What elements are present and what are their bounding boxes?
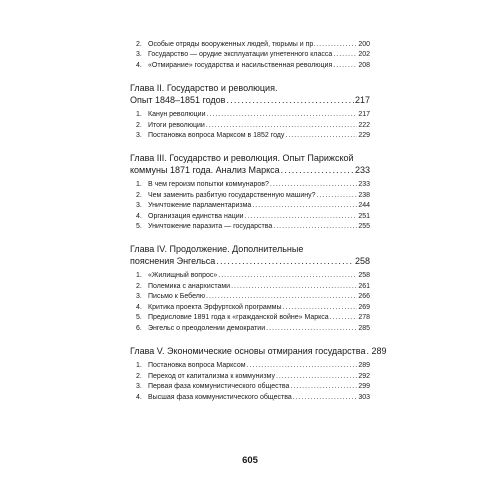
dot-leader	[273, 222, 357, 232]
chapter-title-line: Глава II. Государство и революция.	[130, 83, 278, 94]
dot-leader	[206, 121, 358, 131]
toc-item	[130, 191, 370, 201]
entry-page-number: 261	[358, 282, 370, 290]
chapter-page-number: 217	[354, 94, 370, 105]
entry-page-number: 202	[358, 51, 370, 59]
dot-leader	[333, 50, 357, 60]
dot-leader	[330, 313, 358, 323]
entry-title: «Отмирание» государства и насильственная революция	[148, 61, 333, 69]
entry-page-number: 217	[358, 111, 370, 119]
entry-page-number: 255	[358, 223, 370, 231]
entry-number: 3.	[136, 51, 142, 59]
entry-page-number: 278	[358, 314, 370, 322]
entry-title: Особые отряды вооруженных людей, тюрьмы и пр.	[148, 41, 316, 48]
entry-page-number: 292	[358, 372, 370, 380]
entry-title: Организация единства нации	[148, 212, 244, 220]
chapter-heading	[130, 83, 370, 106]
entry-number: 1.	[136, 181, 142, 189]
entry-number: 4.	[136, 61, 142, 69]
chapter-one-tail-list	[130, 40, 370, 71]
toc-item	[130, 40, 370, 50]
entry-number: 5.	[136, 314, 142, 322]
entry-title: Постановка вопроса Марксом в 1852 году	[148, 132, 285, 140]
entry-title: Переход от капитализма к коммунизму	[148, 372, 275, 380]
toc-item	[130, 361, 370, 371]
entry-title: Государство — орудие эксплуатации угнетенного класса	[148, 51, 333, 59]
dot-leader	[316, 40, 357, 50]
toc-item	[130, 282, 370, 292]
dot-leader	[245, 212, 358, 222]
dot-leader	[293, 393, 358, 403]
dot-leader	[285, 131, 357, 141]
chapter-title: коммуны 1871 года. Анализ Маркса	[130, 164, 280, 175]
entry-number: 6.	[136, 324, 142, 332]
entry-number: 1.	[136, 362, 142, 370]
toc-item	[130, 201, 370, 211]
entry-title: Уничтожение паразита — государства	[148, 223, 273, 231]
entry-number: 2.	[136, 372, 142, 380]
entry-page-number: 299	[358, 383, 370, 391]
entry-page-number: 303	[358, 393, 370, 401]
dot-leader	[218, 271, 357, 281]
entry-title: Канун революции	[148, 111, 206, 119]
toc-item	[130, 61, 370, 71]
dot-leader	[206, 110, 357, 120]
entry-title: Первая фаза коммунистического общества	[148, 383, 290, 391]
chapter-title-entry	[130, 165, 370, 177]
entry-page-number: 233	[358, 181, 370, 189]
dot-leader	[206, 292, 357, 302]
chapter-page-number: 289	[371, 345, 387, 356]
entry-number: 1.	[136, 111, 142, 119]
toc-item	[130, 110, 370, 120]
entry-page-number: 289	[358, 362, 370, 370]
toc-item	[130, 212, 370, 222]
entry-page-number: 266	[358, 293, 370, 301]
entry-page-number: 285	[358, 324, 370, 332]
entry-title: Критика проекта Эрфуртской программы	[148, 303, 282, 311]
toc-item	[130, 393, 370, 403]
entry-number: 5.	[136, 223, 142, 231]
entry-number: 3.	[136, 383, 142, 391]
entry-number: 4.	[136, 212, 142, 220]
entry-title: Письмо к Бебелю	[148, 293, 206, 301]
dot-leader	[270, 180, 357, 190]
chapter-title: пояснения Энгельса	[130, 255, 216, 266]
chapter-list	[130, 83, 387, 403]
page-number: 605	[242, 455, 258, 466]
table-of-contents	[130, 40, 387, 403]
entry-page-number: 269	[358, 303, 370, 311]
toc-item	[130, 271, 370, 281]
dot-leader	[252, 201, 357, 211]
chapter-heading	[130, 345, 387, 358]
chapter-title-line: Глава III. Государство и революция. Опыт Парижской	[130, 153, 354, 164]
entry-page-number: 208	[358, 61, 370, 69]
entry-number: 4.	[136, 393, 142, 401]
entry-page-number: 200	[358, 41, 370, 48]
chapter-heading	[130, 153, 370, 176]
chapter-title: Глава V. Экономические основы отмирания государства	[130, 345, 366, 356]
toc-item	[130, 313, 370, 323]
dot-leader	[216, 256, 354, 268]
dot-leader	[282, 303, 357, 313]
entry-title: Уничтожение парламентаризма	[148, 202, 252, 210]
toc-item	[130, 324, 370, 334]
toc-item	[130, 121, 370, 131]
entry-number: 4.	[136, 303, 142, 311]
toc-item	[130, 222, 370, 232]
entry-page-number: 244	[358, 202, 370, 210]
chapter-title-entry	[130, 345, 387, 358]
entry-number: 3.	[136, 202, 142, 210]
entry-number: 3.	[136, 132, 142, 140]
dot-leader	[266, 324, 357, 334]
entry-page-number: 258	[358, 272, 370, 280]
toc-item	[130, 50, 370, 60]
entry-title: Энгельс о преодолении демократии	[148, 324, 266, 332]
entry-number: 2.	[136, 121, 142, 129]
chapter-title-line: Глава IV. Продолжение. Дополнительные	[130, 244, 304, 255]
chapter-heading	[130, 244, 370, 267]
entry-title: «Жилищный вопрос»	[148, 272, 218, 280]
dot-leader	[366, 346, 370, 358]
toc-item	[130, 382, 370, 392]
entry-number: 2.	[136, 191, 142, 199]
entry-page-number: 251	[358, 212, 370, 220]
entry-page-number: 222	[358, 121, 370, 129]
dot-leader	[333, 61, 357, 71]
entry-title: Полемика с анархистами	[148, 282, 231, 290]
entry-title: Предисловие 1891 года к «гражданской войне» Маркса	[148, 314, 329, 322]
entry-title: В чем героизм попытки коммунаров?	[148, 181, 269, 189]
dot-leader	[276, 372, 357, 382]
entry-page-number: 238	[358, 191, 370, 199]
chapter-page-number: 258	[354, 255, 370, 266]
entry-title: Чем заменить разбитую государственную машину?	[148, 191, 316, 199]
toc-item	[130, 180, 370, 190]
entry-number: 2.	[136, 41, 142, 48]
dot-leader	[231, 282, 357, 292]
entry-title: Итоги революции	[148, 121, 205, 129]
entry-number: 1.	[136, 272, 142, 280]
dot-leader	[317, 191, 358, 201]
chapter-title-entry	[130, 95, 370, 107]
entry-title: Постановка вопроса Марксом	[148, 362, 246, 370]
dot-leader	[290, 382, 357, 392]
chapter-title: Опыт 1848–1851 годов	[130, 94, 226, 105]
toc-item	[130, 372, 370, 382]
entry-number: 2.	[136, 282, 142, 290]
toc-item	[130, 303, 370, 313]
dot-leader	[226, 95, 354, 107]
entry-title: Высшая фаза коммунистического общества	[148, 393, 292, 401]
chapter-title-entry	[130, 256, 370, 268]
dot-leader	[247, 361, 358, 371]
entry-page-number: 229	[358, 132, 370, 140]
toc-item	[130, 292, 370, 302]
toc-item	[130, 131, 370, 141]
chapter-page-number: 233	[354, 164, 370, 175]
entry-number: 3.	[136, 293, 142, 301]
dot-leader	[281, 165, 354, 177]
